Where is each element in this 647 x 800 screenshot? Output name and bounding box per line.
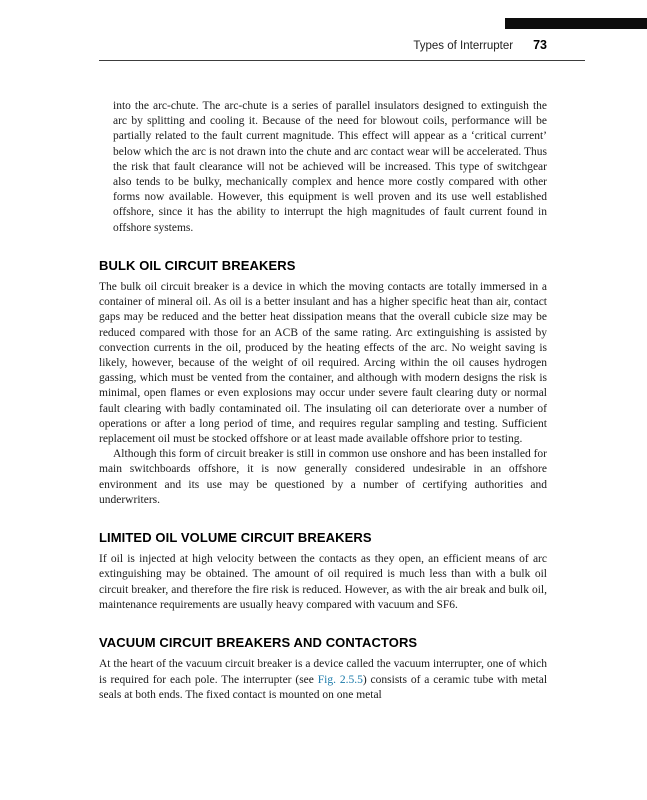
- section-heading-vacuum: VACUUM CIRCUIT BREAKERS AND CONTACTORS: [99, 635, 418, 651]
- paragraph: If oil is injected at high velocity between the contacts as they open, an efficient means of arc extinguishing may be obtained. The amount of oil required is much less than with a bulk oil circuit breaker, and therefore the fire risk is reduced. However, as with the air break and bulk oil, maintenance requirements are usually heavy compared with vacuum and SF6.: [99, 553, 547, 611]
- running-title: Types of Interrupter: [413, 40, 514, 52]
- paragraph-text: ) consists of a ceramic tube with metal seals at both ends. The fixed contact is mounted on one metal: [99, 673, 548, 701]
- page-header: [99, 38, 585, 61]
- section-heading-bulk-oil: BULK OIL CIRCUIT BREAKERS: [99, 257, 296, 273]
- page-number: 73: [533, 38, 547, 52]
- paragraph: [99, 657, 547, 703]
- header-bar: [505, 18, 647, 29]
- page-content: [99, 99, 547, 703]
- paragraph: The bulk oil circuit breaker is a device in which the moving contacts are totally immersed in a container of mineral oil. As oil is a better insulant and has a higher specific heat than air, contact gaps may be reduced and the better heat dissipation means that the overall cubicle size may be reduced compared with those for an ACB of the same rating. Arc extinguishing is assisted by convection currents in the oil, produced by the heating effects of the arc. No weight saving is likely, however, because of the weight of oil required. Arcing within the oil causes hydrogen gassing, which must be vented from the container, and although with modern designs the risk is minimal, open flames or even explosions may occur under severe fault clearing duty or normal fault clearing with badly contaminated oil. The insulating oil can deteriorate over a number of operations or after a long period of time, and requires regular sampling and testing. Sufficient replacement oil must be stocked offshore or at least made available offshore prior to testing.: [99, 281, 547, 446]
- paragraph-text: At the heart of the vacuum circuit breaker is a device called the vacuum interrupter, one of which is required for each pole. The interrupter (see: [99, 658, 547, 686]
- figure-link[interactable]: Fig. 2.5.5: [317, 673, 363, 686]
- section-heading-limited-oil: LIMITED OIL VOLUME CIRCUIT BREAKERS: [99, 530, 372, 546]
- paragraph: Although this form of circuit breaker is still in common use onshore and has been installed for main switchboards offshore, it is now generally considered undesirable in an offshore environment and its use may be questioned by a number of certifying authorities and underwriters.: [99, 448, 547, 506]
- intro-paragraph: into the arc-chute. The arc-chute is a series of parallel insulators designed to extinguish the arc by splitting and cooling it. Because of the need for blowout coils, performance will be partially related to the fault current magnitude. This effect will appear as a ‘critical current’ below which the arc is not drawn into the chute and arc contact wear will be accelerated. Thus the risk that fault clearance will not be achieved will be increased. This type of switchgear also tends to be bulky, mechanically complex and hence more costly compared with other forms now available. However, this equipment is well proven and its use well established offshore, since it has the ability to interrupt the high magnitudes of fault current found in offshore systems.: [113, 100, 547, 234]
